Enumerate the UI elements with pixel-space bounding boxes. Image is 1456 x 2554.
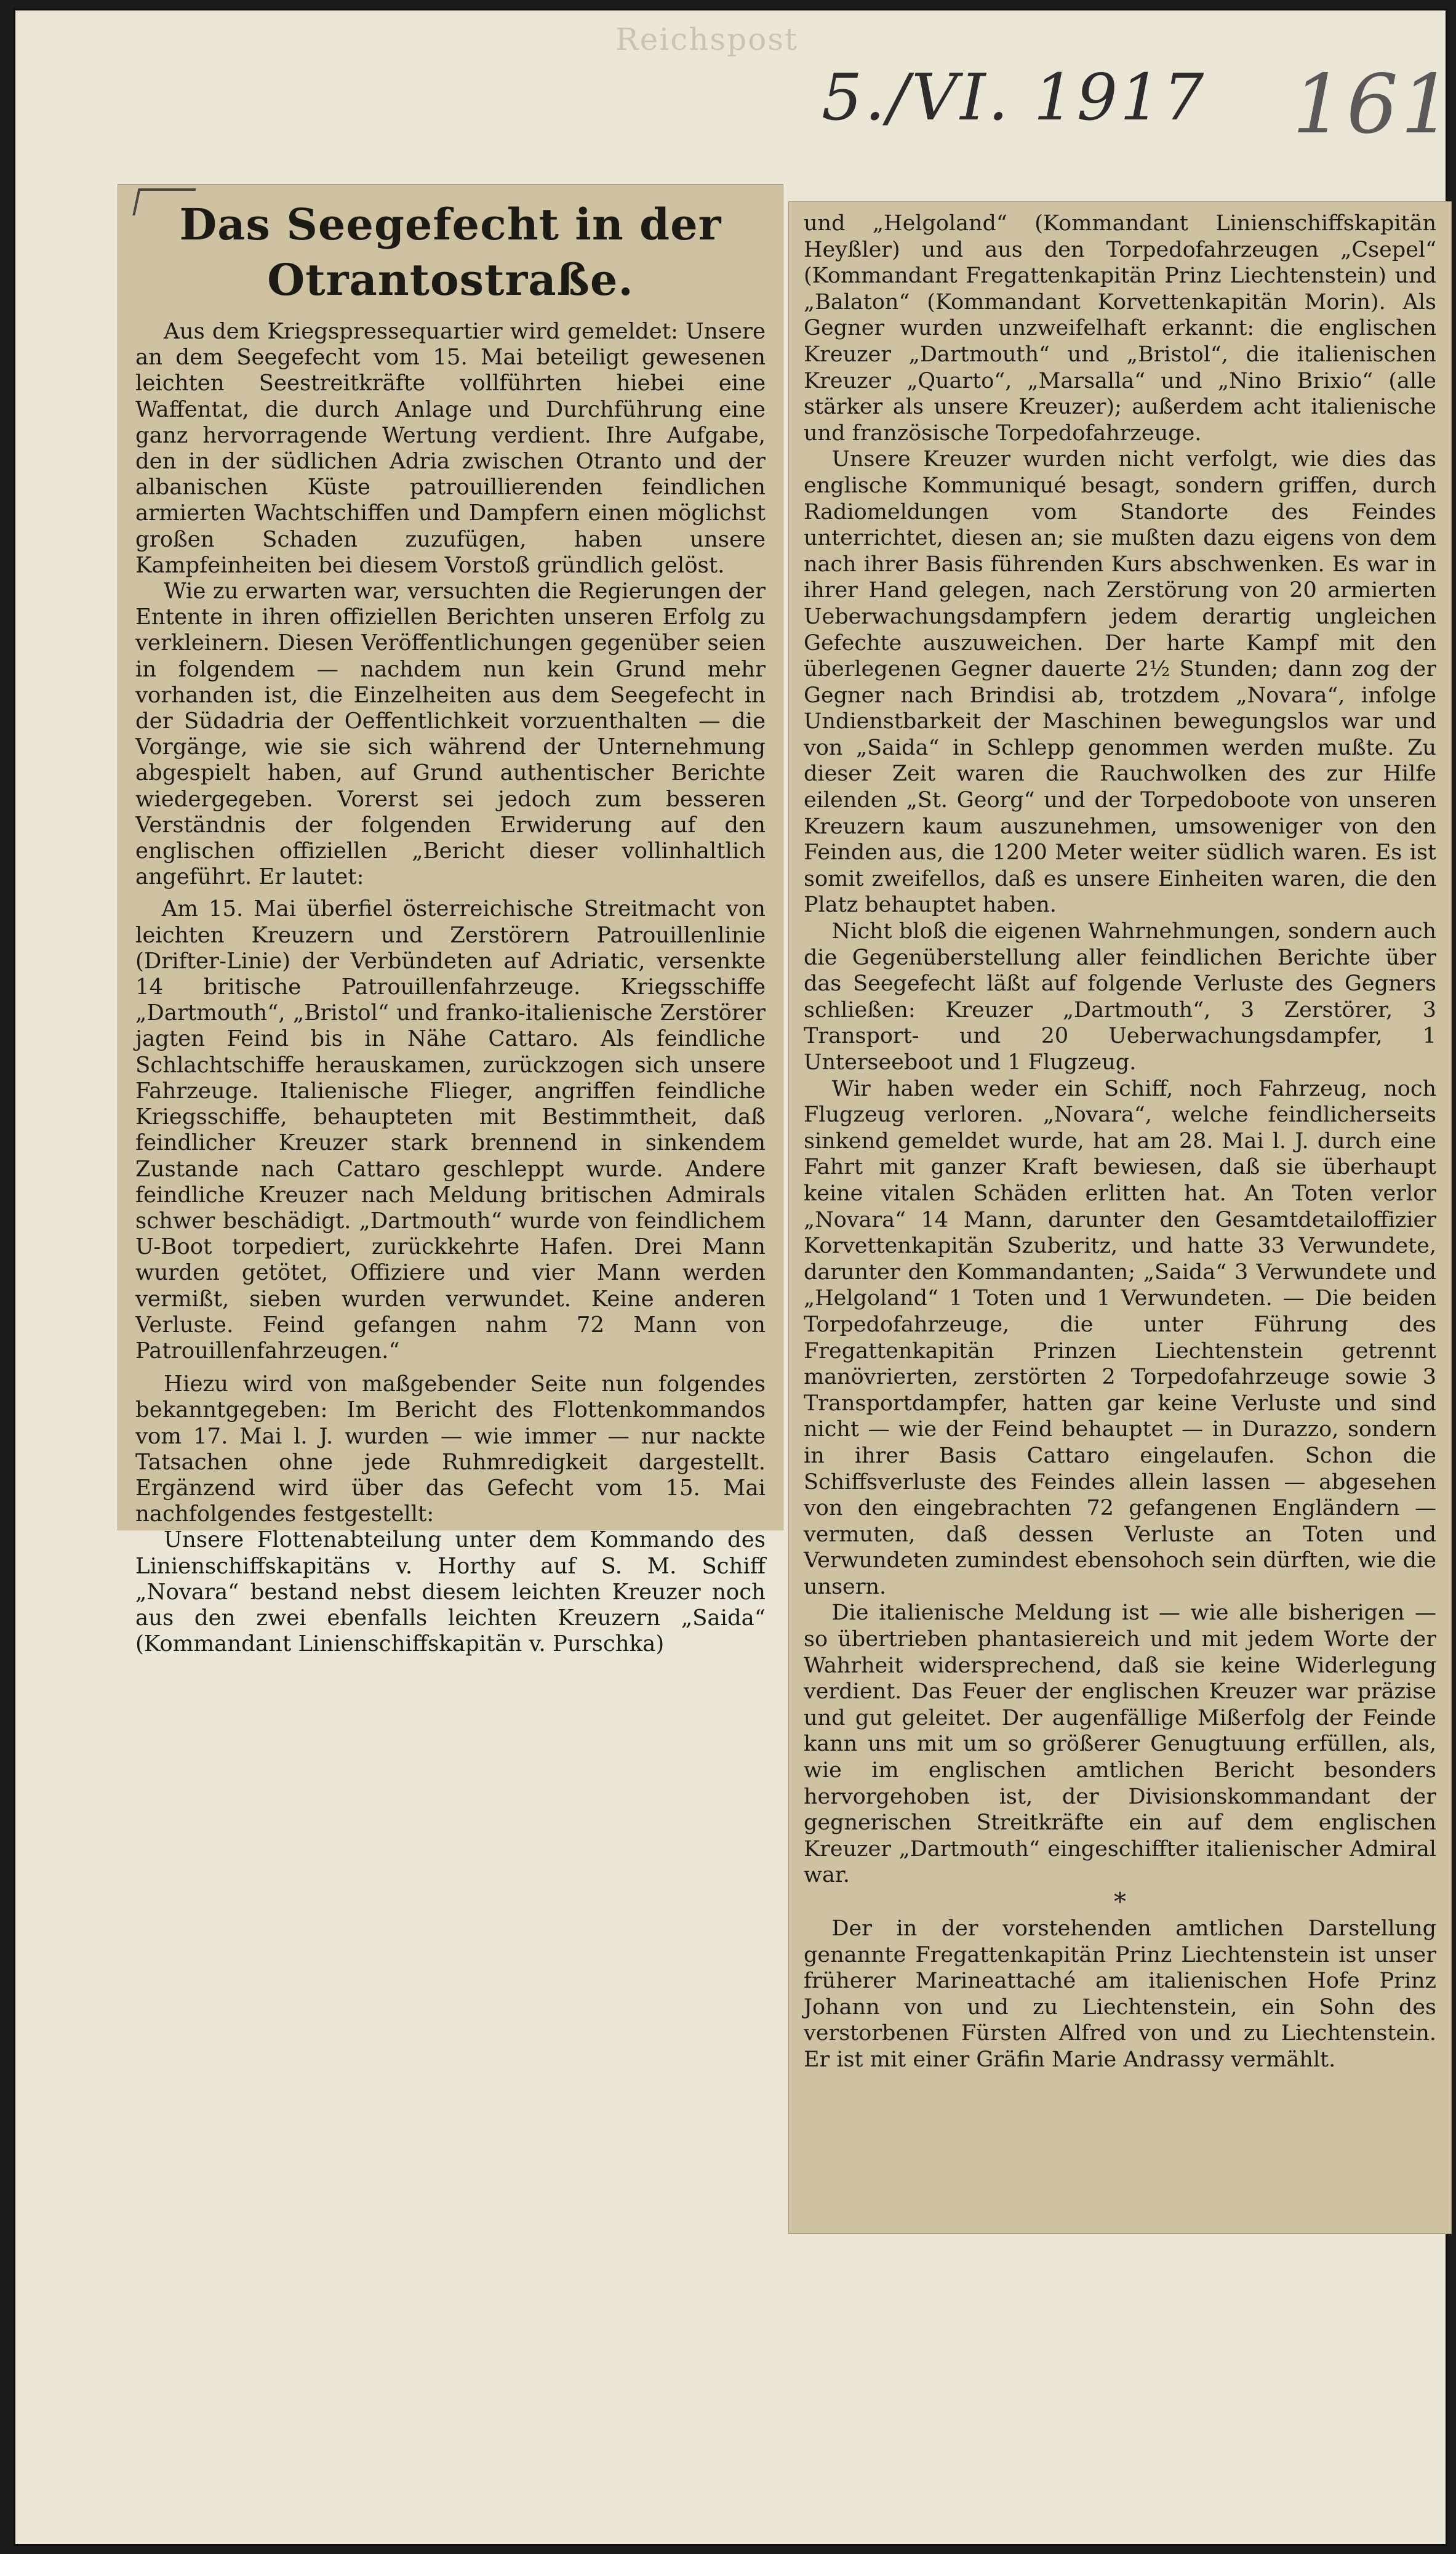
paragraph: Nicht bloß die eigenen Wahrnehmungen, sondern auch die Gegenüberstellung aller feindlichen Berichte über das Seegefecht läßt auf folgende Verluste des Gegners schließen: Kreuzer „Dartmouth“, 3 Zerstörer, 3 Transport- und 20 Ueberwachungsdampfer, 1 Unterseeboot und 1 Flugzeug. bbox=[804, 919, 1436, 1075]
paragraph: Aus dem Kriegspressequartier wird gemeldet: Unsere an dem Seegefecht vom 15. Mai beteiligt gewesenen leichten Seestreitkräfte vollführten hiebei eine Waffentat, die durch Anlage und Durchführung eine ganz hervorragende Wertung verdient. Ihre Aufgabe, den in der südlichen Adria zwischen Otranto und der albanischen Küste patrouillierenden feindlichen armierten Wachtschiffen und Dampfern einen möglichst großen Schaden zuzufügen, haben unsere Kampfeinheiten bei diesem Vorstoß gründlich gelöst. bbox=[135, 319, 766, 578]
right-column-text bbox=[804, 211, 1436, 2073]
handwritten-number: 161 bbox=[1292, 57, 1455, 152]
paragraph: Wie zu erwarten war, versuchten die Regierungen der Entente in ihren offiziellen Berichten unseren Erfolg zu verkleinern. Diesen Veröffentlichungen gegenüber seien in folgendem — nachdem nun kein Grund mehr vorhanden ist, die Einzelheiten aus dem Seegefecht in der Südadria der Oeffentlichkeit vorzuenthalten — die Vorgänge, wie sie sich während der Unternehmung abgespielt haben, auf Grund authentischer Berichte wiedergegeben. Vorerst sei jedoch zum besseren Verständnis der folgenden Erwiderung auf den englischen offiziellen „Bericht dieser vollinhaltlich angeführt. Er lautet: bbox=[135, 579, 766, 890]
headline-line-2: Otrantostraße. bbox=[267, 254, 634, 305]
left-column-text bbox=[135, 319, 766, 1657]
headline-line-1: Das Seegefecht in der bbox=[179, 199, 722, 250]
archive-stamp: Reichspost bbox=[615, 22, 798, 57]
paragraph: Wir haben weder ein Schiff, noch Fahrzeug, noch Flugzeug verloren. „Novara“, welche feindlicherseits sinkend gemeldet wurde, hat am 28. Mai l. J. durch eine Fahrt mit ganzer Kraft bewiesen, daß sie überhaupt keine vitalen Schäden erlitten hat. An Toten verlor „Novara“ 14 Mann, darunter den Gesamtdetailoffizier Korvettenkapitän Szuberitz, und hatte 33 Verwundete, darunter den Kommandanten; „Saida“ 3 Verwundete und „Helgoland“ 1 Toten und 1 Verwundeten. — Die beiden Torpedofahrzeuge, die unter Führung des Fregattenkapitän Prinzen Liechtenstein getrennt manövrierten, zerstörten 2 Torpedofahrzeuge sowie 3 Transportdampfer, hatten gar keine Verluste und sind nicht — wie der Feind behauptet — in Durazzo, sondern in ihrer Basis Cattaro eingelaufen. Schon die Schiffsverluste des Feindes allein lassen — abgesehen von den eingebrachten 72 gefangenen Engländern — vermuten, daß dessen Verluste an Toten und Verwundeten zumindest ebensohoch sein dürften, wie die unsern. bbox=[804, 1076, 1436, 1599]
quote-text: Am 15. Mai überfiel österreichische Streitmacht von leichten Kreuzern und Zerstörern Patrouillenlinie (Drifter-Linie) der Verbündeten auf Adriatic, versenkte 14 britische Patrouillenfahrzeuge. Kriegsschiffe „Dartmouth“, „Bristol“ und franko-italienische Zerstörer jagten Feind bis in Nähe Cattaro. Als feindliche Schlachtschiffe herauskamen, zurückzogen sich unsere Fahrzeuge. Italienische Flieger, angriffen feindliche Kriegsschiffe, behaupteten mit Bestimmtheit, daß feindlicher Kreuzer stark brennend in sinkendem Zustande nach Cattaro geschleppt wurde. Andere feindliche Kreuzer nach Meldung britischen Admirals schwer beschädigt. „Dartmouth“ wurde von feindlichem U-Boot torpediert, zurückkehrte Hafen. Drei Mann wurden getötet, Offiziere und vier Mann werden vermißt, sieben wurden verwundet. Keine anderen Verluste. Feind gefangen nahm 72 Mann von Patrouillenfahrzeugen.“ bbox=[135, 896, 766, 1363]
section-divider: * bbox=[1114, 1888, 1126, 1916]
paragraph: Die italienische Meldung ist — wie alle bisherigen — so übertrieben phantasiereich und mit jedem Worte der Wahrheit widersprechend, daß sie keine Widerlegung verdient. Das Feuer der englischen Kreuzer war präzise und gut geleitet. Der augenfällige Mißerfolg der Feinde kann uns mit um so größerer Genugtuung erfüllen, als, wie im englischen amtlichen Bericht besonders hervorgehoben ist, der Divisionskommandant der gegnerischen Streitkräfte ein auf dem englischen Kreuzer „Dartmouth“ eingeschiffter italienischer Admiral war. bbox=[804, 1600, 1436, 1888]
paragraph: und „Helgoland“ (Kommandant Linienschiffskapitän Heyßler) und aus den Torpedofahrzeugen „Csepel“ (Kommandant Fregattenkapitän Prinz Liechtenstein) und „Balaton“ (Kommandant Korvettenkapitän Morin). Als Gegner wurden unzweifelhaft erkannt: die englischen Kreuzer „Dartmouth“ und „Bristol“, die italienischen Kreuzer „Quarto“, „Marsalla“ und „Nino Brixio“ (alle stärker als unsere Kreuzer); außerdem acht italienische und französische Torpedofahrzeuge. bbox=[804, 211, 1436, 446]
clipping-corner-mark bbox=[132, 188, 196, 215]
english-report-quote bbox=[135, 896, 766, 1364]
paragraph: Unsere Kreuzer wurden nicht verfolgt, wie dies das englische Kommuniqué besagt, sondern griffen, durch Radiomeldungen vom Standorte des Feindes unterrichtet, diesen an; sie mußten dazu eigens von dem nach ihrer Basis führenden Kurs abschwenken. Es war in ihrer Hand gelegen, nach Zerstörung von 20 armierten Ueberwachungsdampfern jedem derartig ungleichen Gefechte auszuweichen. Der harte Kampf mit den überlegenen Gegner dauerte 2½ Stunden; dann zog der Gegner nach Brindisi ab, trotzdem „Novara“, infolge Undienstbarkeit der Maschinen bewegungslos war und von „Saida“ in Schlepp genommen werden mußte. Zu dieser Zeit waren die Rauchwolken des zur Hilfe eilenden „St. Georg“ und der Torpedoboote von unseren Kreuzern kaum auszunehmen, umsoweniger von den Feinden aus, die 1200 Meter weiter südlich waren. Es ist somit zweifellos, daß es unsere Einheiten waren, die den Platz behauptet haben. bbox=[804, 447, 1436, 918]
newspaper-clipping-left bbox=[118, 185, 783, 1657]
paragraph: Der in der vorstehenden amtlichen Darstellung genannte Fregattenkapitän Prinz Liechtenstein ist unser früherer Marineattaché am italienischen Hofe Prinz Johann von und zu Liechtenstein, ein Sohn des verstorbenen Fürsten Alfred von und zu Liechtenstein. Er ist mit einer Gräfin Marie Andrassy vermählt. bbox=[804, 1916, 1436, 2072]
article-headline bbox=[135, 197, 766, 308]
paragraph: Hiezu wird von maßgebender Seite nun folgendes bekanntgegeben: Im Bericht des Flottenkommandos vom 17. Mai l. J. wurden — wie immer — nur nackte Tatsachen ohne jede Ruhmredigkeit dargestellt. Ergänzend wird über das Gefecht vom 15. Mai nachfolgendes festgestellt: bbox=[135, 1371, 766, 1527]
handwritten-date: 5./VI. 1917 bbox=[822, 60, 1207, 135]
paragraph: Unsere Flottenabteilung unter dem Kommando des Linienschiffskapitäns v. Horthy auf S. M. Schiff „Novara“ bestand nebst diesem leichten Kreuzer noch aus den zwei ebenfalls leichten Kreuzern „Saida“ (Kommandant Linienschiffskapitän v. Purschka) bbox=[135, 1527, 766, 1657]
newspaper-clipping-right bbox=[789, 202, 1451, 2233]
